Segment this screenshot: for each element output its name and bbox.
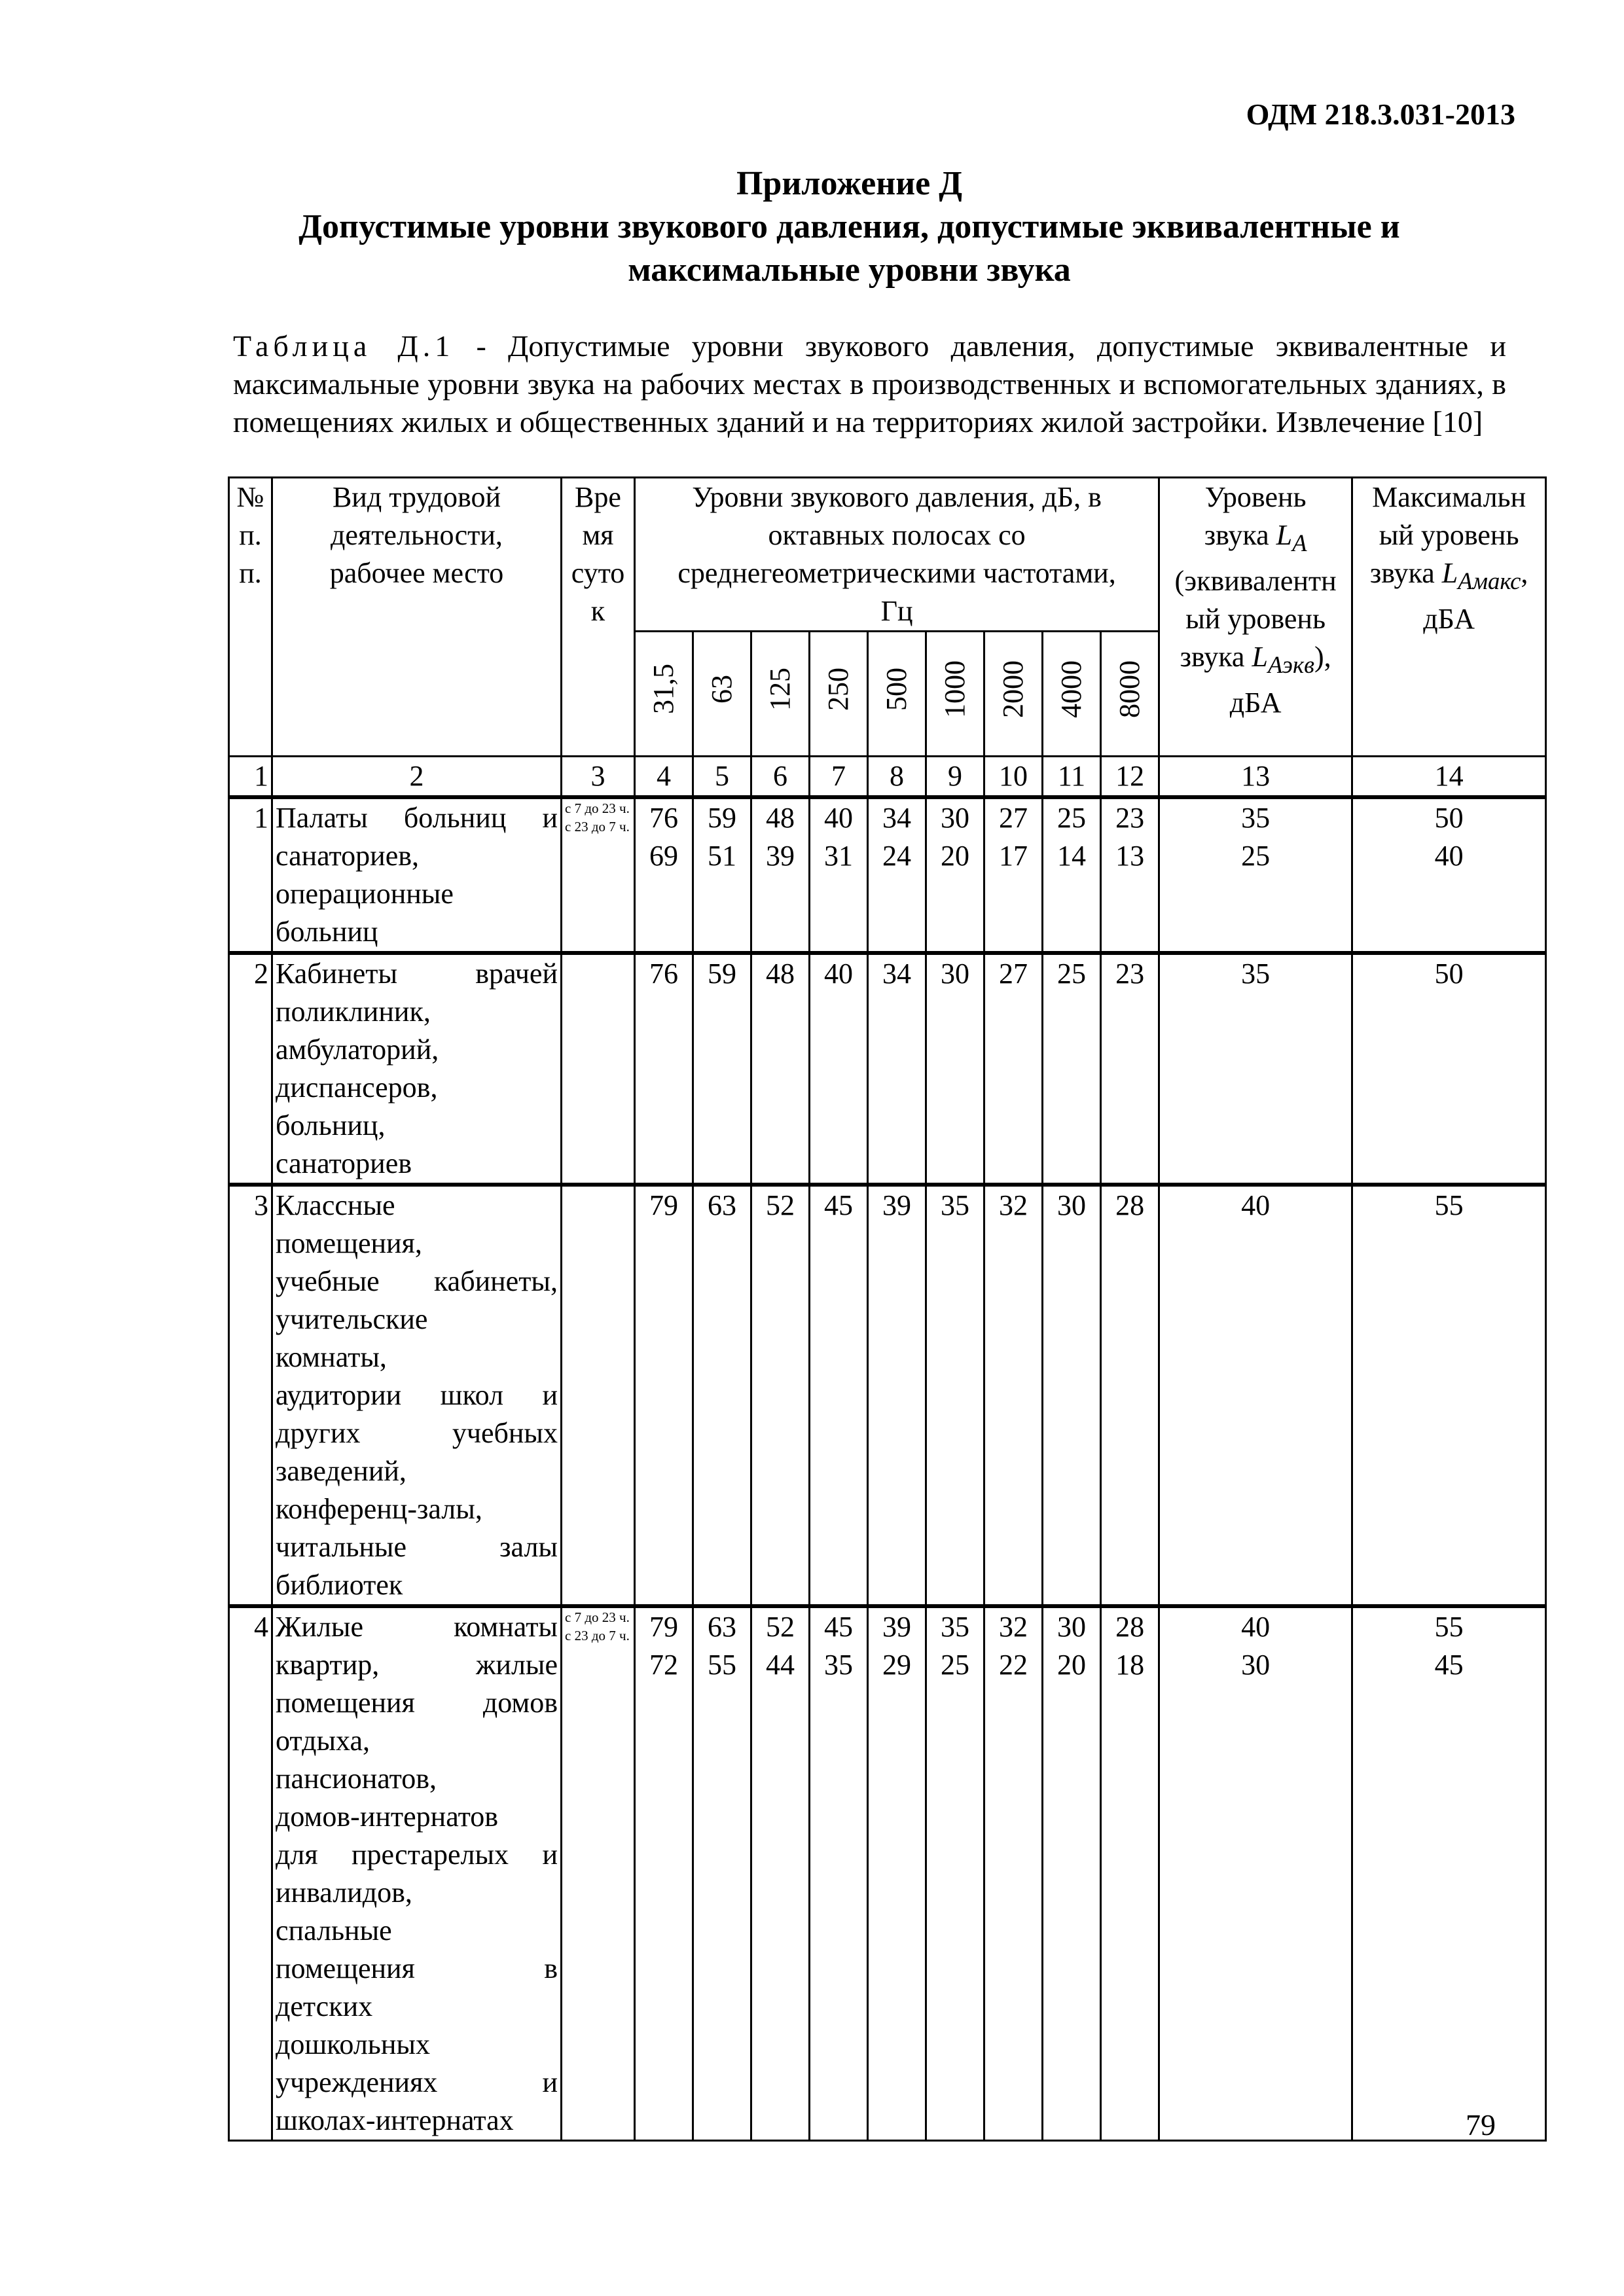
column-number: 4 [635, 757, 693, 798]
table-row [229, 1606, 1546, 2141]
column-number: 5 [693, 757, 751, 798]
octave-level-cell: 45 35 [810, 1606, 868, 2141]
octave-level-cell: 28 18 [1101, 1606, 1159, 2141]
activity-cell: Жилые комнаты квартир, жилые помещения домов отдыха, пансионатов, домов-интернатов для престарелых и инвалидов, спальные помещения в детских дошкольных учреждениях и школах-интернатах [272, 1606, 562, 2141]
octave-level-cell: 27 17 [984, 797, 1043, 953]
frequency-cell: 8000 [1101, 632, 1159, 757]
octave-level-cell: 35 25 [926, 1606, 984, 2141]
octave-level-cell: 48 [751, 953, 810, 1185]
max-sound-level-cell: 55 [1352, 1185, 1546, 1606]
header-octave-levels: Уровни звукового давления, дБ, в октавных полосах со среднегеометрическими частотами, Гц [635, 478, 1159, 632]
frequency-cell: 500 [868, 632, 926, 757]
octave-level-cell: 76 [635, 953, 693, 1185]
octave-level-cell: 32 22 [984, 1606, 1043, 2141]
activity-cell: Палаты больниц и санаториев, операционные больниц [272, 797, 562, 953]
header-row [229, 478, 1546, 632]
octave-level-cell: 52 [751, 1185, 810, 1606]
table-row [229, 953, 1546, 1185]
header-sound-level: Уровень звука $L_A$ (эквивалентн ый уровень звука $L_{Аэкв}$), дБА [1159, 478, 1352, 757]
octave-level-cell: 79 72 [635, 1606, 693, 2141]
octave-level-cell: 28 [1101, 1185, 1159, 1606]
frequency-cell: 4000 [1043, 632, 1101, 757]
octave-level-cell: 35 [926, 1185, 984, 1606]
max-sound-level-cell: 50 40 [1352, 797, 1546, 953]
column-number: 14 [1352, 757, 1546, 798]
frequency-cell: 31,5 [635, 632, 693, 757]
time-of-day-cell: с 7 до 23 ч. с 23 до 7 ч. [562, 1606, 635, 2141]
column-number: 2 [272, 757, 562, 798]
octave-level-cell: 32 [984, 1185, 1043, 1606]
octave-level-cell: 39 [868, 1185, 926, 1606]
appendix-subtitle-line1: Допустимые уровни звукового давления, допустимые эквивалентные и [298, 208, 1400, 245]
page-number: 79 [1466, 2108, 1496, 2142]
octave-level-cell: 39 29 [868, 1606, 926, 2141]
column-number: 7 [810, 757, 868, 798]
frequency-cell: 250 [810, 632, 868, 757]
octave-level-cell: 27 [984, 953, 1043, 1185]
time-of-day-cell [562, 1185, 635, 1606]
octave-level-cell: 25 14 [1043, 797, 1101, 953]
appendix-title: Приложение Д [736, 165, 963, 202]
header-max-sound-level: Максимальн ый уровень звука $L_{Амакс}$, дБА [1352, 478, 1546, 757]
octave-level-cell: 30 [926, 953, 984, 1185]
octave-level-cell: 30 [1043, 1185, 1101, 1606]
octave-level-cell: 59 51 [693, 797, 751, 953]
column-number: 1 [229, 757, 272, 798]
octave-level-cell: 30 20 [926, 797, 984, 953]
octave-level-cell: 34 24 [868, 797, 926, 953]
frequency-cell: 1000 [926, 632, 984, 757]
max-sound-level-cell: 50 [1352, 953, 1546, 1185]
appendix-subtitle-line2: максимальные уровни звука [628, 251, 1071, 289]
row-number-cell: 2 [229, 953, 272, 1185]
sound-level-cell: 40 [1159, 1185, 1352, 1606]
time-of-day-cell [562, 953, 635, 1185]
time-of-day-cell: с 7 до 23 ч. с 23 до 7 ч. [562, 797, 635, 953]
table-row [229, 797, 1546, 953]
frequency-cell: 63 [693, 632, 751, 757]
activity-cell: Кабинеты врачей поликлиник, амбулаторий, диспансеров, больниц, санаториев [272, 953, 562, 1185]
column-number: 11 [1043, 757, 1101, 798]
octave-level-cell: 52 44 [751, 1606, 810, 2141]
noise-levels-table [228, 476, 1547, 2142]
column-number: 6 [751, 757, 810, 798]
row-number-cell: 3 [229, 1185, 272, 1606]
header-num: № п. п. [229, 478, 272, 757]
appendix-heading [196, 162, 1502, 292]
column-numbers-row [229, 757, 1546, 798]
column-number: 10 [984, 757, 1043, 798]
octave-level-cell: 34 [868, 953, 926, 1185]
activity-cell: Классные помещения, учебные кабинеты, учительские комнаты, аудитории школ и других учебных заведений, конференц-залы, читальные залы библиотек [272, 1185, 562, 1606]
sound-level-cell: 35 25 [1159, 797, 1352, 953]
sound-level-cell: 35 [1159, 953, 1352, 1185]
octave-level-cell: 76 69 [635, 797, 693, 953]
table-caption [233, 327, 1506, 441]
sound-level-cell: 40 30 [1159, 1606, 1352, 2141]
frequency-cell: 125 [751, 632, 810, 757]
octave-level-cell: 63 [693, 1185, 751, 1606]
octave-level-cell: 63 55 [693, 1606, 751, 2141]
octave-level-cell: 23 [1101, 953, 1159, 1185]
column-number: 13 [1159, 757, 1352, 798]
column-number: 12 [1101, 757, 1159, 798]
octave-level-cell: 79 [635, 1185, 693, 1606]
table-caption-text: - Допустимые уровни звукового давления, допустимые эквивалентные и максимальные уровни звука на рабочих местах в производственных и вспомогательных зданиях, в помещениях жилых и общественных зданий и на территориях жилой застройки. Извлечение [10] [233, 329, 1506, 439]
column-number: 3 [562, 757, 635, 798]
frequency-cell: 2000 [984, 632, 1043, 757]
octave-level-cell: 23 13 [1101, 797, 1159, 953]
document-number: ОДМ 218.3.031-2013 [1246, 98, 1515, 131]
table-row [229, 1185, 1546, 1606]
octave-level-cell: 30 20 [1043, 1606, 1101, 2141]
header-time: Вре мя суто к [562, 478, 635, 757]
header-activity: Вид трудовой деятельности, рабочее место [272, 478, 562, 757]
max-sound-level-cell: 55 45 [1352, 1606, 1546, 2141]
octave-level-cell: 40 [810, 953, 868, 1185]
row-number-cell: 1 [229, 797, 272, 953]
column-number: 9 [926, 757, 984, 798]
table-label: Таблица Д.1 [233, 329, 455, 363]
octave-level-cell: 40 31 [810, 797, 868, 953]
octave-level-cell: 59 [693, 953, 751, 1185]
octave-level-cell: 45 [810, 1185, 868, 1606]
octave-level-cell: 25 [1043, 953, 1101, 1185]
octave-level-cell: 48 39 [751, 797, 810, 953]
column-number: 8 [868, 757, 926, 798]
row-number-cell: 4 [229, 1606, 272, 2141]
